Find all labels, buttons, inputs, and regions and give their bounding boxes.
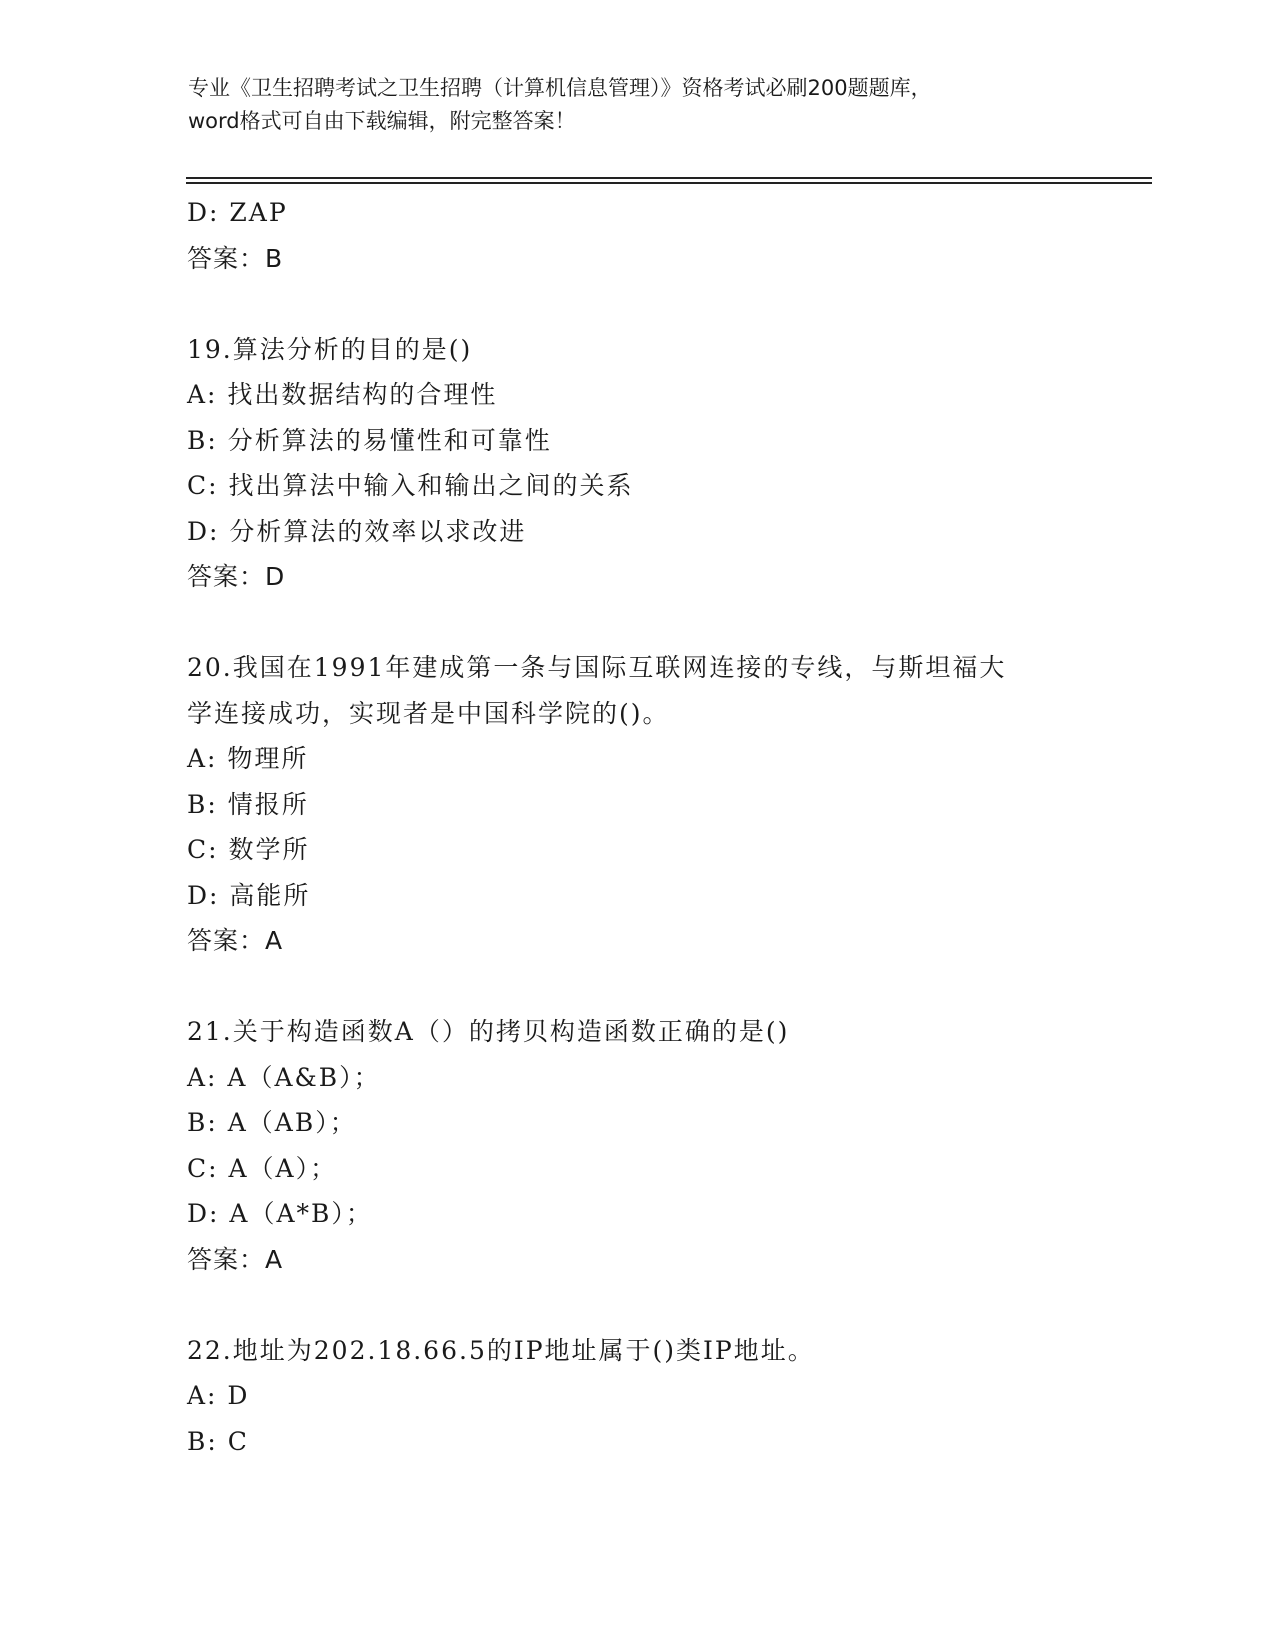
question-19-option-d: D: 分析算法的效率以求改进 <box>187 516 527 546</box>
question-19-stem: 19.算法分析的目的是() <box>187 334 473 364</box>
document-header <box>188 72 1088 138</box>
question-22-option-a: A: D <box>187 1381 250 1410</box>
question-20-stem-line-1: 20.我国在1991年建成第一条与国际互联网连接的专线，与斯坦福大 <box>187 653 1007 682</box>
question-22-option-b: B: C <box>187 1426 249 1456</box>
question-20-answer: 答案：A <box>187 926 284 955</box>
question-21-option-c: C: A（A）； <box>187 1153 338 1183</box>
question-20-option-b: B: 情报所 <box>187 789 309 819</box>
question-21-option-b: B: A（AB）； <box>187 1108 357 1137</box>
option-d: D: ZAP <box>187 198 288 227</box>
question-21-stem: 21.关于构造函数A（）的拷贝构造函数正确的是() <box>187 1017 790 1046</box>
question-22-stem: 22.地址为202.18.66.5的IP地址属于()类IP地址。 <box>187 1335 815 1365</box>
question-20-option-c: C: 数学所 <box>187 835 310 864</box>
question-20-option-a: A: 物理所 <box>187 744 309 773</box>
spacer <box>187 281 1087 327</box>
question-20-stem-line-2: 学连接成功，实现者是中国科学院的()。 <box>187 698 670 728</box>
question-19-option-b: B: 分析算法的易懂性和可靠性 <box>187 425 552 455</box>
question-19-option-a: A: 找出数据结构的合理性 <box>187 380 498 409</box>
question-19-option-c: C: 找出算法中输入和输出之间的关系 <box>187 471 634 500</box>
question-list <box>187 190 1087 1464</box>
header-divider-top <box>186 177 1152 179</box>
question-19-answer: 答案：D <box>187 562 286 591</box>
spacer <box>187 1282 1087 1328</box>
spacer <box>187 964 1087 1010</box>
header-divider-bottom <box>186 182 1152 184</box>
header-title-line-1: 专业《卫生招聘考试之卫生招聘（计算机信息管理）》资格考试必刷200题题库， <box>188 76 932 100</box>
question-20-option-d: D: 高能所 <box>187 880 311 910</box>
header-title-line-2: word格式可自由下载编辑，附完整答案！ <box>188 109 576 133</box>
question-21-answer: 答案：A <box>187 1244 284 1274</box>
question-21-option-d: D: A（A*B）； <box>187 1199 373 1228</box>
answer-line: 答案：B <box>187 243 284 273</box>
question-21-option-a: A: A（A&B）； <box>187 1062 381 1092</box>
spacer <box>187 600 1087 646</box>
